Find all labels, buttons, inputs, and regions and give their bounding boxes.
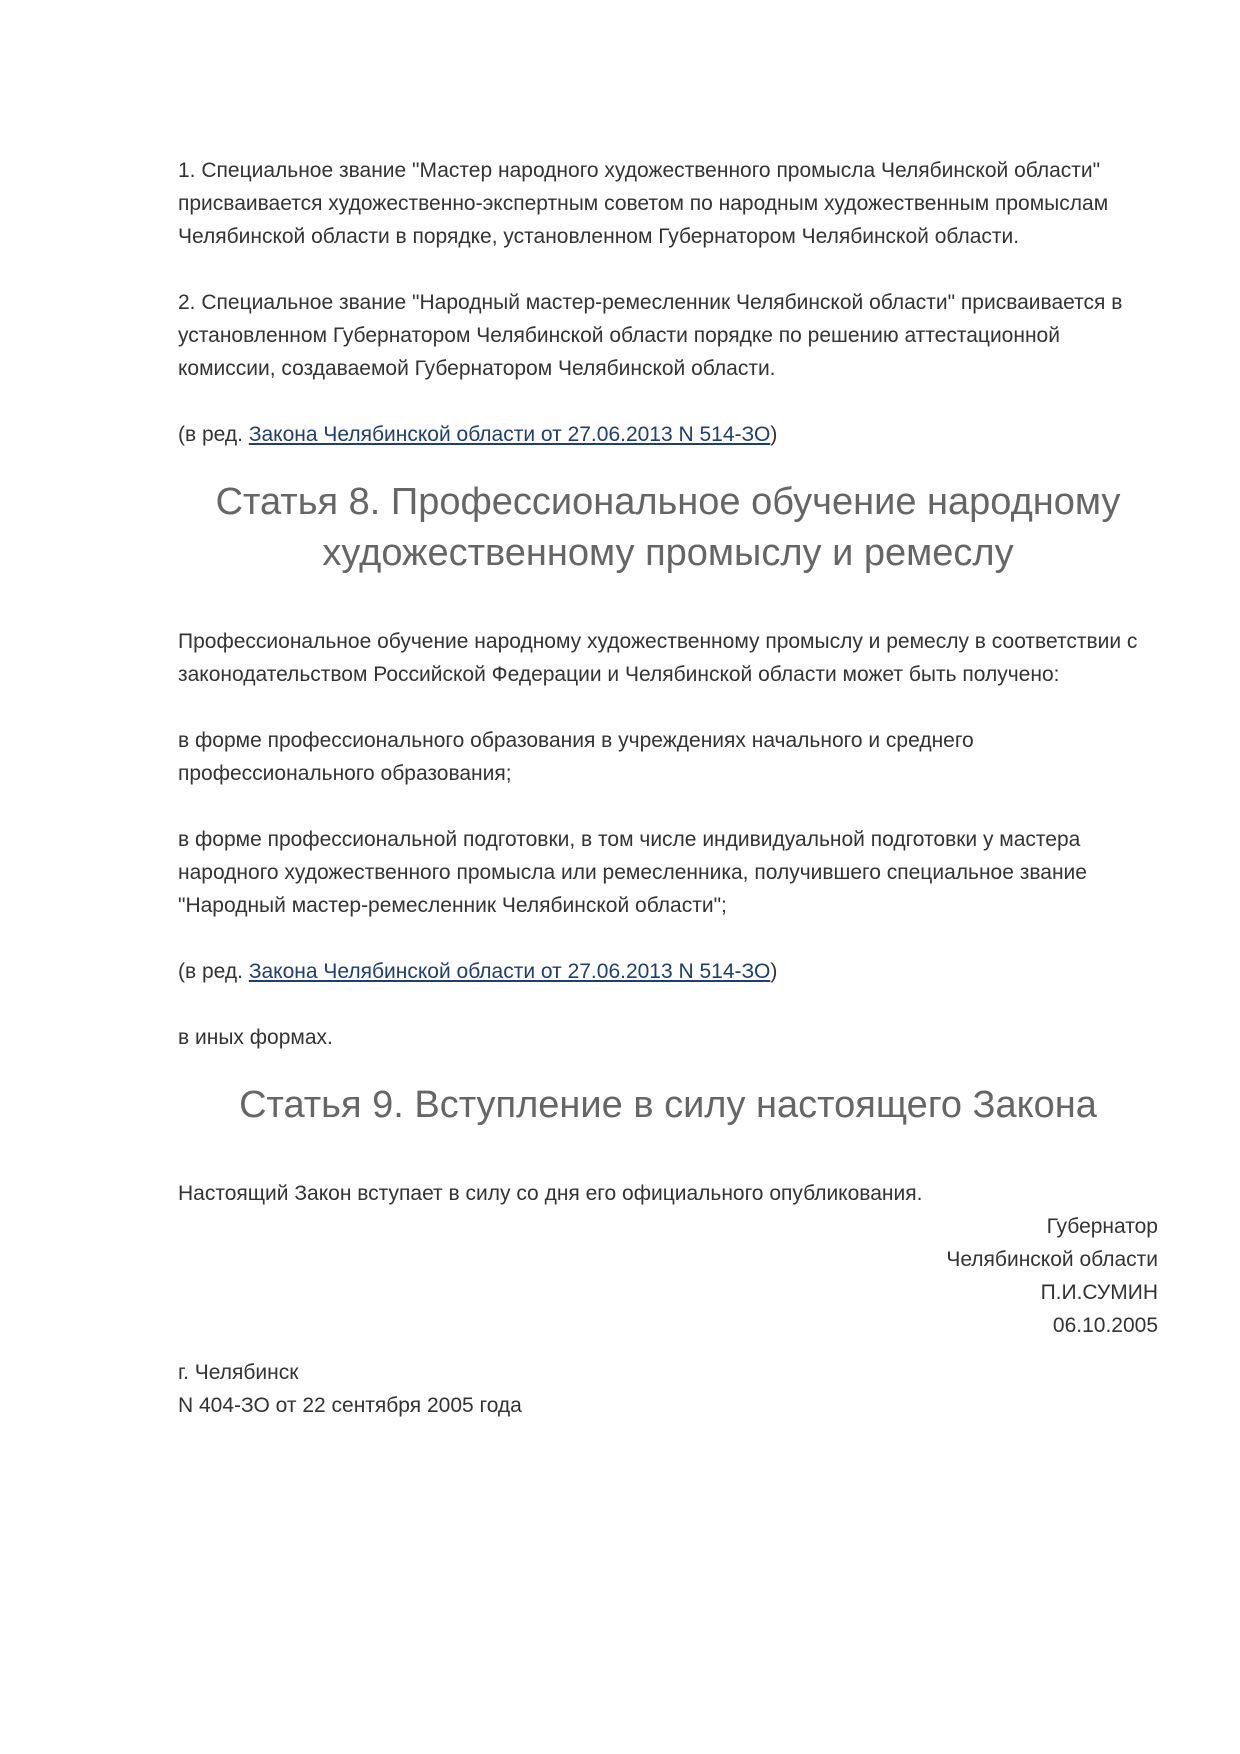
paragraph-2: 2. Специальное звание "Народный мастер-ремесленник Челябинской области" присваивается в установленном Губернатором Челябинской области порядке по решению аттестационной комиссии, создаваемой Губернатором Челябинской области. (178, 291, 1123, 380)
signature-block (178, 1210, 1158, 1342)
article-8-item-3: в иных формах. (178, 1026, 333, 1049)
amendment-suffix: ) (770, 423, 778, 446)
article-9-text: Настоящий Закон вступает в силу со дня его официального опубликования. (178, 1182, 923, 1205)
amendment-law-link-2[interactable]: Закона Челябинской области от 27.06.2013 N 514-ЗО (248, 960, 771, 983)
footer-city: г. Челябинск (178, 1361, 299, 1384)
signature-name: П.И.СУМИН (1040, 1281, 1158, 1304)
paragraph-1: 1. Специальное звание "Мастер народного художественного промысла Челябинской области" присваивается художественно-экспертным советом по народным художественным промыслам Челябинской области в порядке, установленном Губернатором Челябинской области. (178, 159, 1109, 248)
amendment-prefix: (в ред. (178, 423, 249, 446)
footer-law-number: N 404-ЗО от 22 сентября 2005 года (178, 1394, 522, 1417)
article-8-title-line-2: художественному промыслу и ремеслу (322, 532, 1014, 574)
signature-position: Губернатор (1046, 1215, 1158, 1238)
article-8-item-1: в форме профессионального образования в учреждениях начального и среднего профессионального образования; (178, 729, 974, 785)
document-page (178, 154, 1158, 1422)
amendment-note-1 (178, 418, 1158, 451)
signature-date: 06.10.2005 (1052, 1314, 1158, 1337)
amendment-note-2 (178, 955, 1158, 988)
amendment-law-link-1[interactable]: Закона Челябинской области от 27.06.2013 N 514-ЗО (248, 423, 771, 446)
article-8-item-2: в форме профессиональной подготовки, в том числе индивидуальной подготовки у мастера народного художественного промысла или ремесленника, получившего специальное звание "Народный мастер-ремесленник Челябинской области"; (178, 828, 1087, 917)
article-8-intro: Профессиональное обучение народному художественному промыслу и ремеслу в соответствии с законодательством Российской Федерации и Челябинской области может быть получено: (178, 630, 1138, 686)
signature-region: Челябинской области (946, 1248, 1158, 1271)
article-8-title-line-1: Статья 8. Профессиональное обучение народному (215, 481, 1121, 523)
amendment-prefix: (в ред. (178, 960, 249, 983)
article-8-title (178, 477, 1158, 579)
article-9-title: Статья 9. Вступление в силу настоящего Закона (239, 1084, 1097, 1126)
amendment-suffix: ) (770, 960, 778, 983)
